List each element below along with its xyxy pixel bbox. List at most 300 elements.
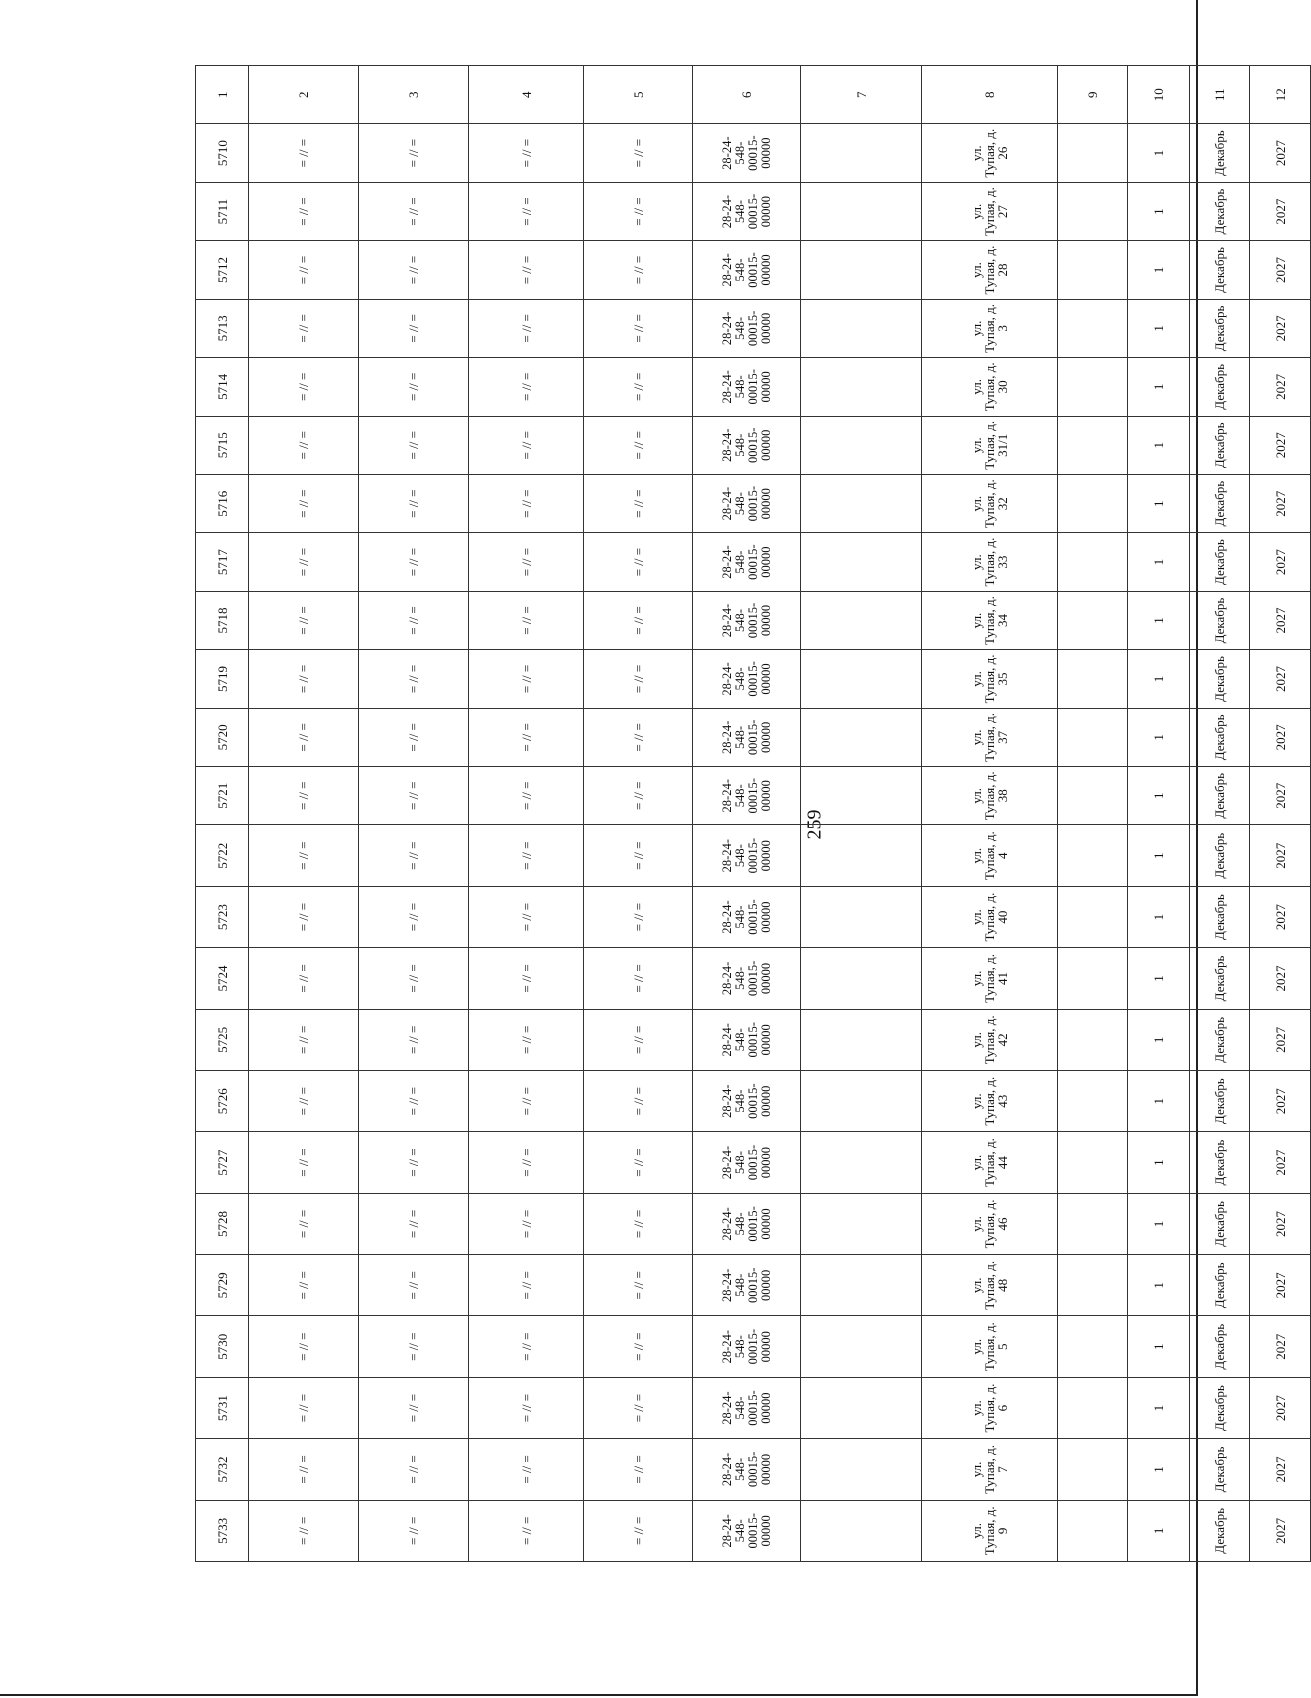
cell-col-9 (1058, 767, 1128, 825)
year-cell: 2027 (1250, 1316, 1311, 1377)
year-cell: 2027 (1250, 708, 1311, 766)
address-cell: ул. Тупая, д. 7 (922, 1439, 1058, 1500)
cadastral-code-part2: 00015-00000 (745, 899, 773, 935)
cell-col-4: = // = (469, 124, 584, 182)
cadastral-code-part1: 28-24-548- (719, 662, 747, 696)
record-number-cell: 5728 (196, 1193, 249, 1254)
cell-col-2: = // = (249, 1132, 359, 1193)
address-cell: ул. Тупая, д. 9 (922, 1500, 1058, 1561)
cell-col-4: = // = (469, 358, 584, 416)
cell-col-3: = // = (359, 1193, 469, 1254)
month-cell: Декабрь (1190, 299, 1250, 357)
cell-col-3: = // = (359, 1255, 469, 1316)
cell-col-3: = // = (359, 474, 469, 532)
cell-col-4: = // = (469, 1500, 584, 1561)
month-cell: Декабрь (1190, 1500, 1250, 1561)
cell-col-9 (1058, 650, 1128, 708)
cell-col-9 (1058, 948, 1128, 1009)
cadastral-code-part1: 28-24-548- (719, 428, 747, 462)
cadastral-code-part2: 00015-00000 (745, 1022, 773, 1058)
cadastral-code-part2: 00015-00000 (745, 369, 773, 405)
cell-col-3: = // = (359, 948, 469, 1009)
cadastral-code-part1: 28-24-548- (719, 1145, 747, 1180)
address-cell: ул. Тупая, д. 35 (922, 650, 1058, 708)
cell-col-2: = // = (249, 182, 359, 240)
month-cell: Декабрь (1190, 1193, 1250, 1254)
table-rotated-container (195, 65, 1288, 1562)
cell-col-2: = // = (249, 825, 359, 886)
month-cell: Декабрь (1190, 124, 1250, 182)
year-cell: 2027 (1250, 533, 1311, 591)
year-cell: 2027 (1250, 1255, 1311, 1316)
record-number-cell: 5721 (196, 767, 249, 825)
record-number-cell: 5724 (196, 948, 249, 1009)
source-column-7 (801, 66, 922, 1562)
month-cell: Декабрь (1190, 767, 1250, 825)
cell-col-5: = // = (584, 948, 693, 1009)
cadastral-code-cell (693, 241, 801, 299)
cell-col-4: = // = (469, 1193, 584, 1254)
cadastral-code-cell (693, 299, 801, 357)
cell-col-4: = // = (469, 241, 584, 299)
cell-col-9 (1058, 299, 1128, 357)
cell-col-2: = // = (249, 650, 359, 708)
cell-col-7 (801, 124, 922, 182)
cell-col-9 (1058, 1071, 1128, 1132)
source-column-10 (1128, 66, 1190, 1562)
cell-col-2: = // = (249, 886, 359, 947)
cadastral-code-cell (693, 1316, 801, 1377)
cell-col-2: = // = (249, 1009, 359, 1070)
cell-col-9 (1058, 1377, 1128, 1438)
cell-col-2: = // = (249, 1255, 359, 1316)
count-cell: 1 (1128, 1500, 1190, 1561)
cell-col-9 (1058, 1316, 1128, 1377)
cadastral-code-part1: 28-24-548- (719, 370, 747, 404)
cell-col-7 (801, 1439, 922, 1500)
column-number-cell: 8 (922, 66, 1058, 124)
cell-col-3: = // = (359, 886, 469, 947)
address-cell: ул. Тупая, д. 40 (922, 886, 1058, 947)
cell-col-9 (1058, 124, 1128, 182)
year-cell: 2027 (1250, 1377, 1311, 1438)
cell-col-7 (801, 591, 922, 649)
source-column-12 (1250, 66, 1311, 1562)
column-number-cell: 6 (693, 66, 801, 124)
cell-col-4: = // = (469, 1132, 584, 1193)
month-cell: Декабрь (1190, 416, 1250, 474)
cell-col-5: = // = (584, 299, 693, 357)
cadastral-code-part1: 28-24-548- (719, 253, 747, 287)
cell-col-3: = // = (359, 591, 469, 649)
source-column-2 (249, 66, 359, 1562)
cell-col-5: = // = (584, 591, 693, 649)
cell-col-7 (801, 948, 922, 1009)
column-number-cell: 4 (469, 66, 584, 124)
cadastral-code-cell (693, 1500, 801, 1561)
cell-col-7 (801, 1377, 922, 1438)
address-cell: ул. Тупая, д. 28 (922, 241, 1058, 299)
cell-col-7 (801, 825, 922, 886)
count-cell: 1 (1128, 767, 1190, 825)
column-number-cell: 12 (1250, 66, 1311, 124)
cell-col-3: = // = (359, 767, 469, 825)
cadastral-code-part2: 00015-00000 (745, 719, 773, 756)
column-number-cell: 1 (196, 66, 249, 124)
cell-col-5: = // = (584, 1377, 693, 1438)
cell-col-9 (1058, 591, 1128, 649)
cell-col-9 (1058, 1132, 1128, 1193)
cell-col-5: = // = (584, 1255, 693, 1316)
record-number-cell: 5710 (196, 124, 249, 182)
cell-col-9 (1058, 708, 1128, 766)
cell-col-4: = // = (469, 1071, 584, 1132)
cell-col-4: = // = (469, 767, 584, 825)
cell-col-4: = // = (469, 591, 584, 649)
cadastral-code-part1: 28-24-548- (719, 1391, 747, 1425)
cadastral-code-part2: 00015-00000 (745, 602, 773, 639)
cell-col-9 (1058, 1255, 1128, 1316)
cell-col-2: = // = (249, 416, 359, 474)
cell-col-4: = // = (469, 474, 584, 532)
cell-col-2: = // = (249, 767, 359, 825)
cell-col-4: = // = (469, 1439, 584, 1500)
year-cell: 2027 (1250, 1193, 1311, 1254)
month-cell: Декабрь (1190, 825, 1250, 886)
address-cell: ул. Тупая, д. 46 (922, 1193, 1058, 1254)
cadastral-code-part2: 00015-00000 (745, 1083, 773, 1119)
cell-col-5: = // = (584, 533, 693, 591)
cell-col-5: = // = (584, 650, 693, 708)
address-cell: ул. Тупая, д. 30 (922, 358, 1058, 416)
cell-col-2: = // = (249, 358, 359, 416)
cadastral-code-cell (693, 591, 801, 649)
cell-col-7 (801, 533, 922, 591)
cell-col-7 (801, 416, 922, 474)
cell-col-5: = // = (584, 1193, 693, 1254)
column-number-cell: 9 (1058, 66, 1128, 124)
cell-col-2: = // = (249, 708, 359, 766)
cell-col-7 (801, 650, 922, 708)
count-cell: 1 (1128, 948, 1190, 1009)
cell-col-3: = // = (359, 241, 469, 299)
cell-col-4: = // = (469, 708, 584, 766)
cadastral-code-part2: 00015-00000 (745, 310, 773, 347)
cell-col-9 (1058, 474, 1128, 532)
year-cell: 2027 (1250, 416, 1311, 474)
record-number-cell: 5720 (196, 708, 249, 766)
cell-col-4: = // = (469, 886, 584, 947)
cell-col-5: = // = (584, 474, 693, 532)
record-number-cell: 5732 (196, 1439, 249, 1500)
record-number-cell: 5727 (196, 1132, 249, 1193)
cell-col-9 (1058, 533, 1128, 591)
cell-col-7 (801, 1316, 922, 1377)
cell-col-5: = // = (584, 241, 693, 299)
source-column-11 (1190, 66, 1250, 1562)
count-cell: 1 (1128, 416, 1190, 474)
cell-col-2: = // = (249, 124, 359, 182)
source-column-1 (196, 66, 249, 1562)
address-cell: ул. Тупая, д. 38 (922, 767, 1058, 825)
cadastral-code-cell (693, 1377, 801, 1438)
count-cell: 1 (1128, 299, 1190, 357)
cadastral-code-part2: 00015-00000 (745, 427, 773, 463)
year-cell: 2027 (1250, 1132, 1311, 1193)
cadastral-code-cell (693, 124, 801, 182)
cell-col-3: = // = (359, 299, 469, 357)
cell-col-7 (801, 358, 922, 416)
table-body (196, 66, 1311, 1562)
year-cell: 2027 (1250, 948, 1311, 1009)
cell-col-7 (801, 1255, 922, 1316)
year-cell: 2027 (1250, 1500, 1311, 1561)
record-number-cell: 5719 (196, 650, 249, 708)
cadastral-code-part1: 28-24-548- (719, 720, 747, 755)
month-cell: Декабрь (1190, 241, 1250, 299)
record-number-cell: 5715 (196, 416, 249, 474)
year-cell: 2027 (1250, 182, 1311, 240)
cell-col-9 (1058, 1439, 1128, 1500)
cell-col-5: = // = (584, 1500, 693, 1561)
column-number-cell: 10 (1128, 66, 1190, 124)
record-number-cell: 5733 (196, 1500, 249, 1561)
cell-col-3: = // = (359, 1009, 469, 1070)
cell-col-2: = // = (249, 948, 359, 1009)
month-cell: Декабрь (1190, 1377, 1250, 1438)
source-column-9 (1058, 66, 1128, 1562)
cell-col-7 (801, 1009, 922, 1070)
cadastral-code-cell (693, 1009, 801, 1070)
cell-col-9 (1058, 886, 1128, 947)
cell-col-9 (1058, 1009, 1128, 1070)
month-cell: Декабрь (1190, 591, 1250, 649)
address-cell: ул. Тупая, д. 42 (922, 1009, 1058, 1070)
address-cell: ул. Тупая, д. 26 (922, 124, 1058, 182)
year-cell: 2027 (1250, 825, 1311, 886)
address-cell: ул. Тупая, д. 27 (922, 182, 1058, 240)
cadastral-code-part2: 00015-00000 (745, 661, 773, 697)
cadastral-code-cell (693, 1132, 801, 1193)
cadastral-code-cell (693, 708, 801, 766)
cell-col-4: = // = (469, 416, 584, 474)
cell-col-5: = // = (584, 358, 693, 416)
address-cell: ул. Тупая, д. 3 (922, 299, 1058, 357)
count-cell: 1 (1128, 241, 1190, 299)
cell-col-2: = // = (249, 1439, 359, 1500)
source-column-3 (359, 66, 469, 1562)
cell-col-3: = // = (359, 533, 469, 591)
cell-col-3: = // = (359, 1439, 469, 1500)
address-cell: ул. Тупая, д. 4 (922, 825, 1058, 886)
cell-col-5: = // = (584, 708, 693, 766)
address-cell: ул. Тупая, д. 41 (922, 948, 1058, 1009)
cell-col-4: = // = (469, 1377, 584, 1438)
cadastral-code-part2: 00015-00000 (745, 1144, 773, 1181)
record-number-cell: 5718 (196, 591, 249, 649)
cadastral-code-cell (693, 650, 801, 708)
cadastral-code-part2: 00015-00000 (745, 1267, 773, 1304)
year-cell: 2027 (1250, 474, 1311, 532)
source-column-5 (584, 66, 693, 1562)
month-cell: Декабрь (1190, 1439, 1250, 1500)
month-cell: Декабрь (1190, 1132, 1250, 1193)
cell-col-9 (1058, 1500, 1128, 1561)
count-cell: 1 (1128, 1439, 1190, 1500)
cadastral-code-part1: 28-24-548- (719, 1207, 747, 1241)
address-cell: ул. Тупая, д. 43 (922, 1071, 1058, 1132)
cell-col-3: = // = (359, 1132, 469, 1193)
cadastral-code-cell (693, 182, 801, 240)
cadastral-code-part2: 00015-00000 (745, 960, 773, 997)
cadastral-code-cell (693, 474, 801, 532)
year-cell: 2027 (1250, 591, 1311, 649)
cadastral-code-part1: 28-24-548- (719, 1452, 747, 1487)
cell-col-7 (801, 474, 922, 532)
source-column-4 (469, 66, 584, 1562)
count-cell: 1 (1128, 1377, 1190, 1438)
cadastral-code-cell (693, 825, 801, 886)
cell-col-5: = // = (584, 1132, 693, 1193)
cell-col-4: = // = (469, 182, 584, 240)
cadastral-code-cell (693, 416, 801, 474)
cell-col-4: = // = (469, 1009, 584, 1070)
month-cell: Декабрь (1190, 1255, 1250, 1316)
cell-col-9 (1058, 358, 1128, 416)
cadastral-code-part2: 00015-00000 (745, 544, 773, 580)
count-cell: 1 (1128, 650, 1190, 708)
cell-col-2: = // = (249, 1377, 359, 1438)
record-number-cell: 5714 (196, 358, 249, 416)
cell-col-5: = // = (584, 1071, 693, 1132)
count-cell: 1 (1128, 1316, 1190, 1377)
cadastral-code-part1: 28-24-548- (719, 545, 747, 579)
cell-col-2: = // = (249, 1193, 359, 1254)
cadastral-code-part1: 28-24-548- (719, 1268, 747, 1302)
cadastral-code-cell (693, 767, 801, 825)
cadastral-code-part1: 28-24-548- (719, 1023, 747, 1057)
cell-col-3: = // = (359, 124, 469, 182)
month-cell: Декабрь (1190, 474, 1250, 532)
cadastral-code-part2: 00015-00000 (745, 1390, 773, 1426)
address-cell: ул. Тупая, д. 33 (922, 533, 1058, 591)
cell-col-3: = // = (359, 1071, 469, 1132)
year-cell: 2027 (1250, 767, 1311, 825)
address-cell: ул. Тупая, д. 37 (922, 708, 1058, 766)
cell-col-4: = // = (469, 948, 584, 1009)
month-cell: Декабрь (1190, 533, 1250, 591)
month-cell: Декабрь (1190, 948, 1250, 1009)
record-number-cell: 5726 (196, 1071, 249, 1132)
count-cell: 1 (1128, 474, 1190, 532)
record-number-cell: 5713 (196, 299, 249, 357)
cell-col-2: = // = (249, 474, 359, 532)
month-cell: Декабрь (1190, 650, 1250, 708)
cadastral-code-cell (693, 1071, 801, 1132)
count-cell: 1 (1128, 358, 1190, 416)
cell-col-3: = // = (359, 650, 469, 708)
cell-col-7 (801, 886, 922, 947)
cell-col-5: = // = (584, 1439, 693, 1500)
count-cell: 1 (1128, 825, 1190, 886)
cell-col-5: = // = (584, 124, 693, 182)
month-cell: Декабрь (1190, 1071, 1250, 1132)
cadastral-code-part1: 28-24-548- (719, 1084, 747, 1118)
cadastral-code-part1: 28-24-548- (719, 311, 747, 346)
count-cell: 1 (1128, 533, 1190, 591)
cell-col-4: = // = (469, 1316, 584, 1377)
address-cell: ул. Тупая, д. 44 (922, 1132, 1058, 1193)
year-cell: 2027 (1250, 124, 1311, 182)
record-number-cell: 5711 (196, 182, 249, 240)
month-cell: Декабрь (1190, 182, 1250, 240)
cell-col-7 (801, 1132, 922, 1193)
cell-col-5: = // = (584, 886, 693, 947)
cell-col-2: = // = (249, 533, 359, 591)
record-number-cell: 5730 (196, 1316, 249, 1377)
record-number-cell: 5723 (196, 886, 249, 947)
cell-col-3: = // = (359, 416, 469, 474)
cadastral-code-part1: 28-24-548- (719, 961, 747, 996)
cadastral-code-part1: 28-24-548- (719, 900, 747, 934)
count-cell: 1 (1128, 1071, 1190, 1132)
cadastral-code-cell (693, 533, 801, 591)
cell-col-3: = // = (359, 1500, 469, 1561)
count-cell: 1 (1128, 1009, 1190, 1070)
cell-col-9 (1058, 1193, 1128, 1254)
cell-col-7 (801, 1500, 922, 1561)
cell-col-5: = // = (584, 1009, 693, 1070)
register-table (195, 65, 1311, 1562)
count-cell: 1 (1128, 886, 1190, 947)
record-number-cell: 5729 (196, 1255, 249, 1316)
cell-col-4: = // = (469, 1255, 584, 1316)
cadastral-code-part2: 00015-00000 (745, 1513, 773, 1549)
year-cell: 2027 (1250, 241, 1311, 299)
cadastral-code-part2: 00015-00000 (745, 778, 773, 814)
cell-col-5: = // = (584, 767, 693, 825)
cadastral-code-part1: 28-24-548- (719, 603, 747, 638)
source-column-8 (922, 66, 1058, 1562)
count-cell: 1 (1128, 1193, 1190, 1254)
cadastral-code-part1: 28-24-548- (719, 194, 747, 229)
cell-col-4: = // = (469, 650, 584, 708)
year-cell: 2027 (1250, 358, 1311, 416)
record-number-cell: 5717 (196, 533, 249, 591)
cadastral-code-part1: 28-24-548- (719, 839, 747, 873)
cell-col-5: = // = (584, 182, 693, 240)
cadastral-code-part2: 00015-00000 (745, 252, 773, 288)
record-number-cell: 5716 (196, 474, 249, 532)
cell-col-2: = // = (249, 591, 359, 649)
source-column-6 (693, 66, 801, 1562)
cell-col-9 (1058, 416, 1128, 474)
year-cell: 2027 (1250, 1071, 1311, 1132)
count-cell: 1 (1128, 124, 1190, 182)
address-cell: ул. Тупая, д. 5 (922, 1316, 1058, 1377)
month-cell: Декабрь (1190, 1316, 1250, 1377)
column-number-cell: 11 (1190, 66, 1250, 124)
cadastral-code-part2: 00015-00000 (745, 1206, 773, 1242)
year-cell: 2027 (1250, 1009, 1311, 1070)
month-cell: Декабрь (1190, 708, 1250, 766)
cell-col-3: = // = (359, 825, 469, 886)
cell-col-2: = // = (249, 241, 359, 299)
address-cell: ул. Тупая, д. 48 (922, 1255, 1058, 1316)
cadastral-code-part2: 00015-00000 (745, 837, 773, 874)
year-cell: 2027 (1250, 650, 1311, 708)
cadastral-code-part2: 00015-00000 (745, 485, 773, 522)
